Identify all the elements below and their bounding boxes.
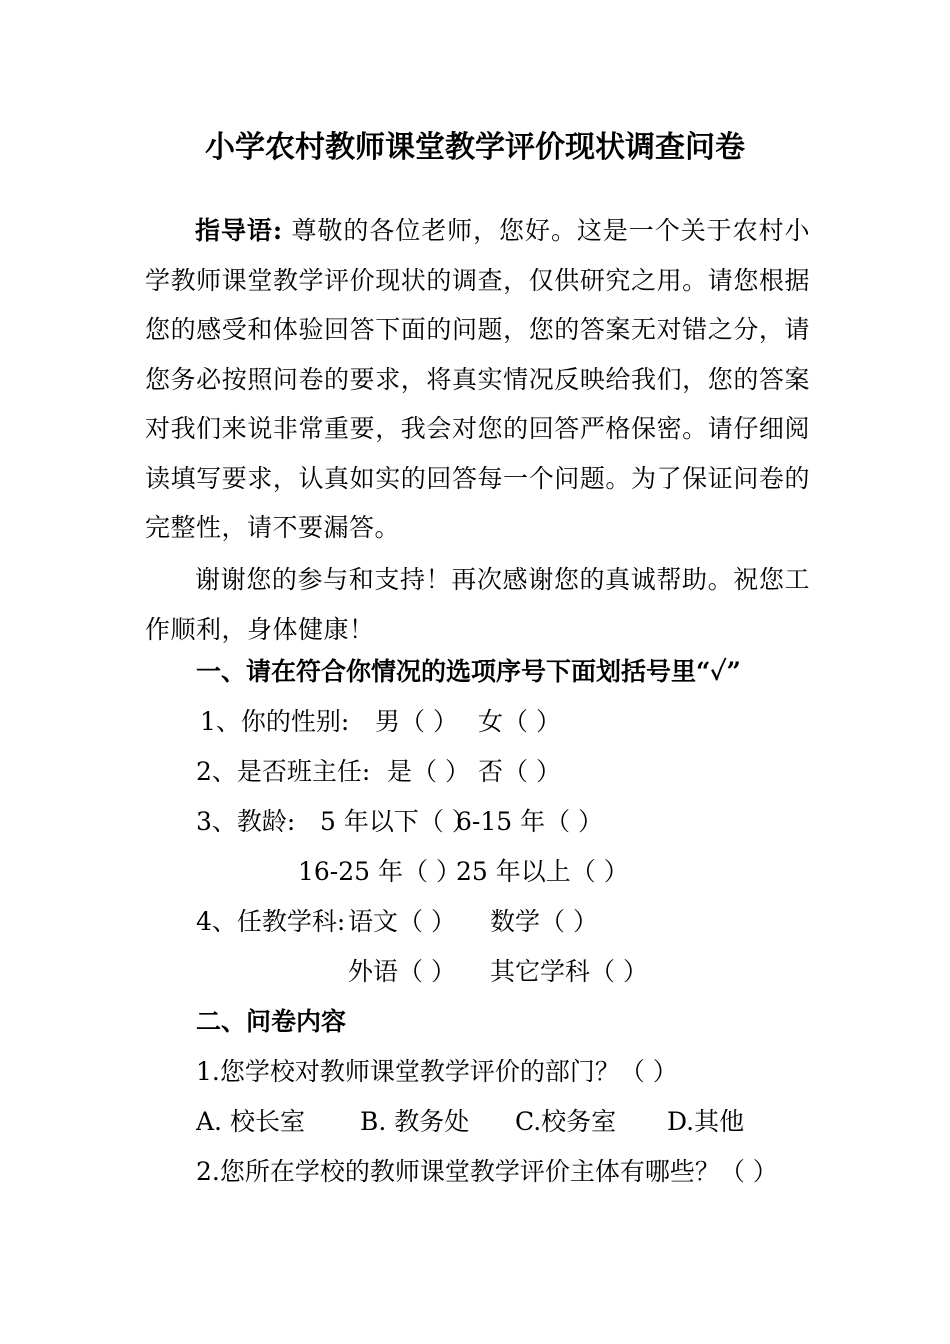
q3-option-6-15[interactable]: 6-15 年（ ） bbox=[456, 807, 604, 836]
q1-option-female[interactable]: 女（ ） bbox=[478, 707, 561, 736]
thanks-paragraph: 谢谢您的参与和支持！再次感谢您的真诚帮助。祝您工作顺利，身体健康！ bbox=[145, 565, 810, 644]
q1-option-male[interactable]: 男（ ） bbox=[375, 707, 458, 736]
s2-q2-text: 2.您所在学校的教师课堂教学评价主体有哪些？（ ） bbox=[196, 1157, 778, 1186]
q3-option-16-25[interactable]: 16-25 年（ ） bbox=[298, 857, 461, 886]
intro-paragraph bbox=[145, 206, 810, 553]
q1-gender-label: 1、你的性别: bbox=[200, 707, 350, 736]
section2-heading: 二、问卷内容 bbox=[196, 1007, 347, 1036]
intro-text: 尊敬的各位老师，您好。这是一个关于农村小学教师课堂教学评价现状的调查，仅供研究之用。请您根据您的感受和体验回答下面的问题，您的答案无对错之分，请您务必按照问卷的要求，将真实情况反映给我们，您的答案对我们来说非常重要，我会对您的回答严格保密。请仔细阅读填写要求，认真如实的回答每一个问题。为了保证问卷的完整性，请不要漏答。 bbox=[145, 216, 810, 542]
q4-option-foreign-language[interactable]: 外语（ ） bbox=[348, 957, 456, 986]
q3-option-over25[interactable]: 25 年以上（ ） bbox=[456, 857, 629, 886]
s2-q1-option-b[interactable]: B. 教务处 bbox=[360, 1107, 470, 1136]
q2-headteacher-label: 2、是否班主任: bbox=[196, 757, 371, 786]
s2-q1-option-c[interactable]: C.校务室 bbox=[515, 1107, 617, 1136]
q4-subject-label: 4、任教学科: bbox=[196, 907, 346, 936]
intro-label: 指导语: bbox=[195, 216, 283, 245]
s2-q1-option-d[interactable]: D.其他 bbox=[667, 1107, 745, 1136]
q3-option-under5[interactable]: 5 年以下（ ） bbox=[320, 807, 477, 836]
q4-option-chinese[interactable]: 语文（ ） bbox=[348, 907, 456, 936]
section1-heading: 一、请在符合你情况的选项序号下面划括号里“✓” bbox=[196, 657, 741, 686]
q2-option-no[interactable]: 否（ ） bbox=[478, 757, 561, 786]
page-title: 小学农村教师课堂教学评价现状调查问卷 bbox=[205, 130, 745, 165]
q4-option-math[interactable]: 数学（ ） bbox=[490, 907, 598, 936]
s2-q1-text: 1.您学校对教师课堂教学评价的部门？（ ） bbox=[196, 1057, 678, 1086]
q3-years-label: 3、教龄: bbox=[196, 807, 296, 836]
q4-option-other-subject[interactable]: 其它学科（ ） bbox=[490, 957, 648, 986]
s2-q1-option-a[interactable]: A. 校长室 bbox=[196, 1107, 305, 1136]
q2-option-yes[interactable]: 是（ ） bbox=[387, 757, 470, 786]
